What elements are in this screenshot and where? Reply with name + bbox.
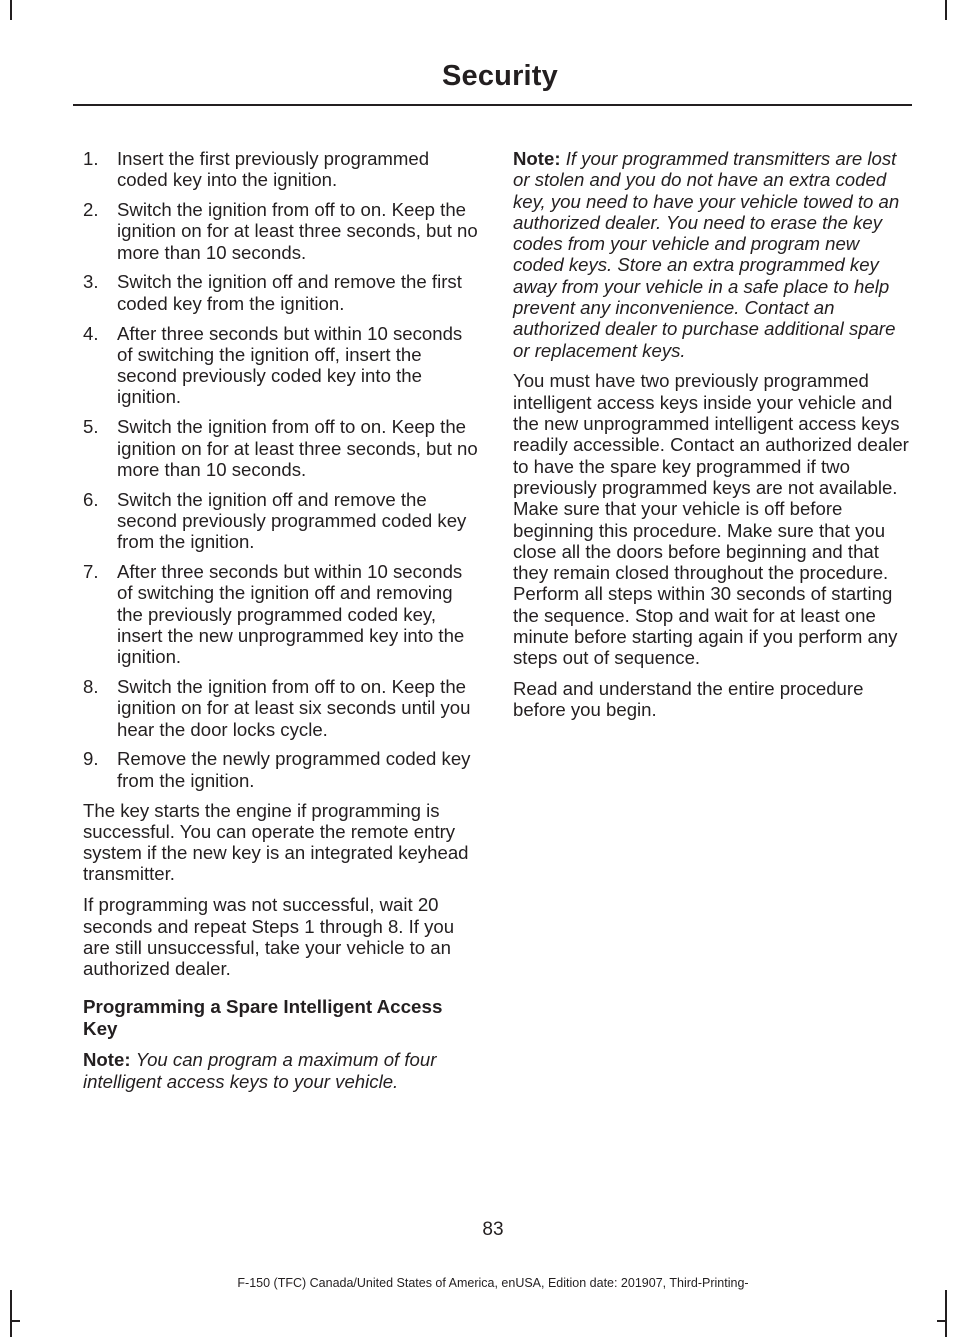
step-number: 5. [83, 416, 99, 438]
page-number: 83 [482, 1219, 504, 1240]
step-text: Switch the ignition from off to on. Keep the ignition on for at least six seconds until you hear the door locks cycle. [117, 676, 471, 740]
step-number: 9. [83, 748, 99, 770]
step-item [83, 271, 478, 314]
step-item [83, 199, 478, 263]
step-number: 3. [83, 271, 99, 293]
step-text: Remove the newly programmed coded key from the ignition. [117, 748, 471, 791]
crop-mark-top-right [945, 0, 947, 20]
step-text: Insert the first previously programmed coded key into the ignition. [117, 148, 430, 191]
failure-paragraph: If programming was not successful, wait 20 seconds and repeat Steps 1 through 8. If you are still unsuccessful, take your vehicle to an authorized dealer. [83, 894, 455, 980]
step-number: 1. [83, 148, 99, 169]
step-item [83, 489, 478, 553]
note-label: Note: [513, 148, 561, 169]
header-divider [73, 104, 912, 106]
crop-mark-bottom-left [10, 1290, 12, 1337]
step-text: After three seconds but within 10 seconds of switching the ignition off, insert the second previously coded key into the ignition. [117, 322, 463, 408]
step-item [83, 676, 478, 740]
read-procedure-paragraph: Read and understand the entire procedure before you begin. [513, 678, 864, 721]
step-item [83, 748, 478, 791]
step-text: After three seconds but within 10 seconds of switching the ignition off and removing the previously programmed coded key, insert the new unprogrammed key into the ignition. [117, 561, 465, 668]
step-number: 7. [83, 561, 99, 583]
note-text: If your programmed transmitters are lost or stolen and you do not have an extra coded key, you need to have your vehicle towed to an authorized dealer. You need to erase the key codes from your vehicle and program new coded keys. Store an extra programmed key away from your vehicle in a safe place to help prevent any inconvenience. Contact an authorized dealer to purchase additional spare or replacement keys. [513, 148, 900, 361]
note-text: You can program a maximum of four intelligent access keys to your vehicle. [83, 1049, 437, 1092]
crop-mark-bottom-right [945, 1290, 947, 1337]
step-item [83, 148, 478, 191]
note-paragraph [513, 148, 910, 361]
section-subheading: Programming a Spare Intelligent Access Key [83, 996, 443, 1040]
edition-footer: F-150 (TFC) Canada/United States of America, enUSA, Edition date: 201907, Third-Printing- [237, 1276, 749, 1290]
step-number: 4. [83, 322, 99, 344]
step-number: 8. [83, 676, 99, 698]
requirements-paragraph: You must have two previously programmed intelligent access keys inside your vehicle and the new unprogrammed intelligent access keys readily accessible. Contact an authorized dealer to have the spare key programmed if two previously programmed keys are not available. Make sure that your vehicle is off before beginning this procedure. Make sure that you close all the doors before beginning and that they remain closed throughout the procedure. Perform all steps within 30 seconds of starting the sequence. Stop and wait for at least one minute before starting again if you perform any steps out of sequence. [513, 370, 909, 669]
crop-mark-top-left [10, 0, 12, 20]
step-item [83, 561, 478, 667]
step-text: Switch the ignition from off to on. Keep the ignition on for at least three seconds, but no more than 10 seconds. [117, 416, 478, 480]
left-column [83, 148, 478, 1101]
programming-steps-list [83, 148, 478, 791]
step-text: Switch the ignition off and remove the first coded key from the ignition. [117, 271, 462, 314]
step-text: Switch the ignition off and remove the second previously programmed coded key from the ignition. [117, 488, 467, 553]
crop-mark-bottom-left-h [10, 1320, 20, 1322]
note-label: Note: [83, 1049, 131, 1071]
crop-mark-bottom-right-h [937, 1320, 947, 1322]
step-text: Switch the ignition from off to on. Keep the ignition on for at least three seconds, but no more than 10 seconds. [117, 199, 478, 263]
page-title: Security [441, 60, 558, 92]
note-paragraph [83, 1049, 478, 1092]
step-number: 6. [83, 488, 99, 510]
step-item [83, 416, 478, 480]
step-number: 2. [83, 199, 99, 221]
success-paragraph: The key starts the engine if programming is successful. You can operate the remote entry system if the new key is an integrated keyhead transmitter. [83, 799, 469, 885]
right-column [513, 148, 910, 730]
step-item [83, 323, 478, 408]
